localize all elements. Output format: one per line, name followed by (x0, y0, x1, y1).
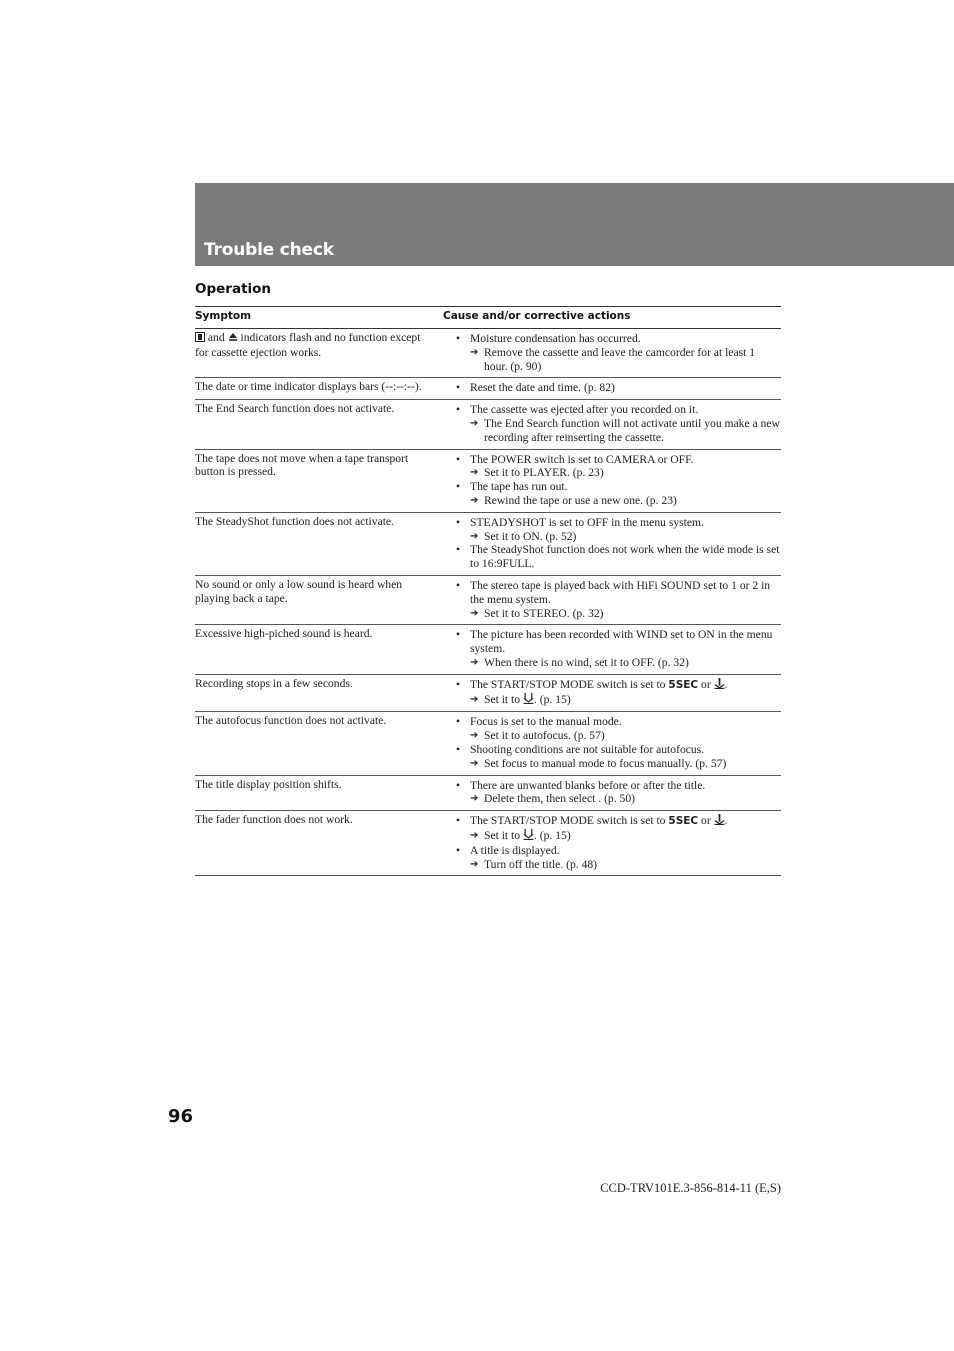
cause-text: Shooting conditions are not suitable for autofocus. (470, 742, 705, 756)
cause-item (443, 628, 781, 656)
symptom-text: The autofocus function does not activate. (195, 714, 387, 728)
mode-5sec-label: 5SEC (668, 678, 699, 691)
fix-item (443, 858, 781, 872)
right-arrow-icon: ➔ (470, 417, 479, 429)
mode-5sec-label: 5SEC (668, 815, 699, 828)
cause-text: Moisture condensation has occurred. (470, 332, 641, 345)
bullet-mark: • (456, 381, 461, 395)
cause-text: The picture has been recorded with WIND set to ON in the menu system. (470, 628, 773, 656)
fix-text: . (p. 15) (533, 828, 571, 842)
symptom-cell (195, 378, 443, 399)
right-arrow-icon: ➔ (470, 467, 479, 479)
page-number: 96 (168, 1106, 194, 1127)
cause-text: STEADYSHOT is set to OFF in the menu system. (470, 515, 704, 529)
cause-text: A title is displayed. (470, 843, 560, 857)
cassette-icon (195, 332, 205, 346)
actions-cell (443, 378, 781, 399)
symptom-text: The SteadyShot function does not activate. (195, 514, 394, 528)
fix-text: Remove the cassette and leave the camcorder for at least 1 hour. (p. 90) (484, 345, 756, 373)
bullet-mark: • (456, 332, 461, 345)
cause-text: The SteadyShot function does not work when the wide mode is set to 16:9FULL. (470, 543, 780, 571)
bullet-mark: • (456, 715, 461, 729)
symptom-header: Symptom (195, 310, 252, 322)
right-arrow-icon: ➔ (470, 829, 479, 841)
bullet-mark: • (456, 742, 461, 756)
actions-cell (443, 712, 781, 774)
symptom-cell (195, 513, 443, 575)
fix-text: Set it to STEREO. (p. 32) (484, 606, 604, 620)
cause-item (443, 453, 781, 467)
bullet-mark: • (456, 677, 461, 691)
right-arrow-icon: ➔ (470, 494, 479, 506)
fix-item (443, 466, 781, 480)
bullet-mark: • (456, 543, 461, 557)
table-row (195, 811, 781, 876)
symptom-cell (195, 712, 443, 774)
fix-text: Set it to PLAYER. (p. 23) (484, 466, 604, 480)
cause-item (443, 480, 781, 494)
table-row (195, 776, 781, 812)
fix-item (443, 829, 781, 844)
cause-item (443, 743, 781, 757)
fix-item (443, 346, 781, 374)
fix-item (443, 656, 781, 670)
symptom-cell (195, 400, 443, 448)
table-header (195, 307, 781, 329)
table-row (195, 576, 781, 625)
cause-text: Focus is set to the manual mode. (470, 715, 622, 729)
fix-text: Set it to autofocus. (p. 57) (484, 729, 605, 743)
cause-text: The START/STOP MODE switch is set to (470, 814, 666, 828)
symptom-cell (195, 811, 443, 875)
right-arrow-icon: ➔ (470, 656, 479, 668)
cause-item (443, 381, 781, 395)
cause-item (443, 814, 781, 829)
page-title: Trouble check (204, 240, 334, 260)
symptom-text: The End Search function does not activate. (195, 402, 395, 416)
actions-cell (443, 400, 781, 448)
start-stop-icon (523, 693, 534, 708)
cause-item (443, 332, 781, 346)
fix-item (443, 607, 781, 621)
actions-cell (443, 625, 781, 673)
section-title: Operation (195, 281, 272, 297)
right-arrow-icon: ➔ (470, 793, 479, 805)
cause-text: or (701, 677, 711, 691)
table-row (195, 450, 781, 513)
cause-item (443, 543, 781, 571)
cause-text: The stereo tape is played back with HiFi SOUND set to 1 or 2 in the menu system. (470, 578, 771, 606)
symptom-text: No sound or only a low sound is heard when playing back a tape. (195, 577, 403, 605)
eject-icon (228, 332, 238, 346)
fix-item (443, 757, 781, 771)
symptom-text: The title display position shifts. (195, 777, 342, 791)
bullet-mark: • (456, 480, 461, 494)
table-body (195, 329, 781, 876)
cause-text: The cassette was ejected after you recorded on it. (470, 403, 699, 417)
symptom-text: The fader function does not work. (195, 813, 353, 827)
right-arrow-icon: ➔ (470, 757, 479, 769)
header-banner (195, 183, 954, 266)
fix-text: . (p. 15) (533, 692, 571, 706)
fix-text: The End Search function will not activate until you make a new recording after reinserting the cassette. (484, 416, 780, 444)
table-row (195, 400, 781, 449)
cause-text: The START/STOP MODE switch is set to (470, 677, 666, 691)
bullet-mark: • (456, 403, 461, 417)
bullet-mark: • (456, 628, 461, 642)
fix-item (443, 494, 781, 508)
right-arrow-icon: ➔ (470, 693, 479, 705)
bullet-mark: • (456, 452, 461, 466)
fix-item (443, 693, 781, 708)
cause-item (443, 844, 781, 858)
table-row (195, 378, 781, 400)
cause-item (443, 579, 781, 607)
symptom-cell (195, 576, 443, 624)
cause-text: The POWER switch is set to CAMERA or OFF. (470, 452, 694, 466)
cause-text: There are unwanted blanks before or after the title. (470, 778, 706, 792)
table-row (195, 675, 781, 713)
symptom-text: The date or time indicator displays bars (--:--:--). (195, 380, 422, 394)
cause-text: . (724, 677, 728, 691)
right-arrow-icon: ➔ (470, 730, 479, 742)
symptom-connector: and (207, 331, 225, 344)
cause-item (443, 403, 781, 417)
footer-code: CCD-TRV101E.3-856-814-11 (E,S) (600, 1181, 781, 1195)
fix-text: Delete them, then select . (p. 50) (484, 792, 635, 806)
fix-text: Turn off the title. (p. 48) (484, 857, 598, 871)
cause-item (443, 678, 781, 693)
trouble-table (195, 306, 781, 876)
cause-text: or (701, 814, 711, 828)
table-row (195, 712, 781, 775)
bullet-mark: • (456, 843, 461, 857)
fix-item (443, 792, 781, 806)
actions-cell (443, 329, 781, 377)
bullet-mark: • (456, 778, 461, 792)
start-stop-icon (523, 829, 534, 844)
actions-header: Cause and/or corrective actions (443, 310, 631, 322)
cause-text: The tape has run out. (470, 480, 568, 494)
cause-item (443, 516, 781, 530)
right-arrow-icon: ➔ (470, 530, 479, 542)
fix-text: Set it to ON. (p. 52) (484, 529, 577, 543)
right-arrow-icon: ➔ (470, 858, 479, 870)
symptom-cell (195, 675, 443, 712)
symptom-cell (195, 329, 443, 377)
table-row (195, 329, 781, 378)
symptom-cell (195, 450, 443, 512)
fix-text: Set focus to manual mode to focus manually. (p. 57) (484, 756, 727, 770)
symptom-text: The tape does not move when a tape transport button is pressed. (195, 451, 409, 479)
actions-cell (443, 811, 781, 875)
fix-text: Set it to (484, 828, 521, 842)
cause-text: Reset the date and time. (p. 82) (470, 381, 615, 395)
bullet-mark: • (456, 814, 461, 828)
fix-text: When there is no wind, set it to OFF. (p. 32) (484, 655, 689, 669)
symptom-cell (195, 625, 443, 673)
fix-item (443, 417, 781, 445)
bullet-mark: • (456, 578, 461, 592)
actions-cell (443, 450, 781, 512)
standby-icon (714, 678, 725, 693)
table-row (195, 625, 781, 674)
symptom-text: indicators flash and no function except for cassette ejection works. (195, 331, 421, 359)
actions-cell (443, 513, 781, 575)
fix-item (443, 729, 781, 743)
symptom-cell (195, 776, 443, 811)
fix-text: Set it to (484, 692, 521, 706)
bullet-mark: • (456, 515, 461, 529)
fix-text: Rewind the tape or use a new one. (p. 23) (484, 493, 677, 507)
actions-cell (443, 675, 781, 712)
right-arrow-icon: ➔ (470, 607, 479, 619)
actions-cell (443, 576, 781, 624)
standby-icon (714, 814, 725, 829)
cause-item (443, 715, 781, 729)
fix-item (443, 530, 781, 544)
symptom-text: Recording stops in a few seconds. (195, 676, 353, 690)
cause-item (443, 779, 781, 793)
table-row (195, 513, 781, 576)
symptom-text: Excessive high-piched sound is heard. (195, 627, 373, 641)
right-arrow-icon: ➔ (470, 346, 479, 358)
cause-text: . (724, 814, 728, 828)
actions-cell (443, 776, 781, 811)
